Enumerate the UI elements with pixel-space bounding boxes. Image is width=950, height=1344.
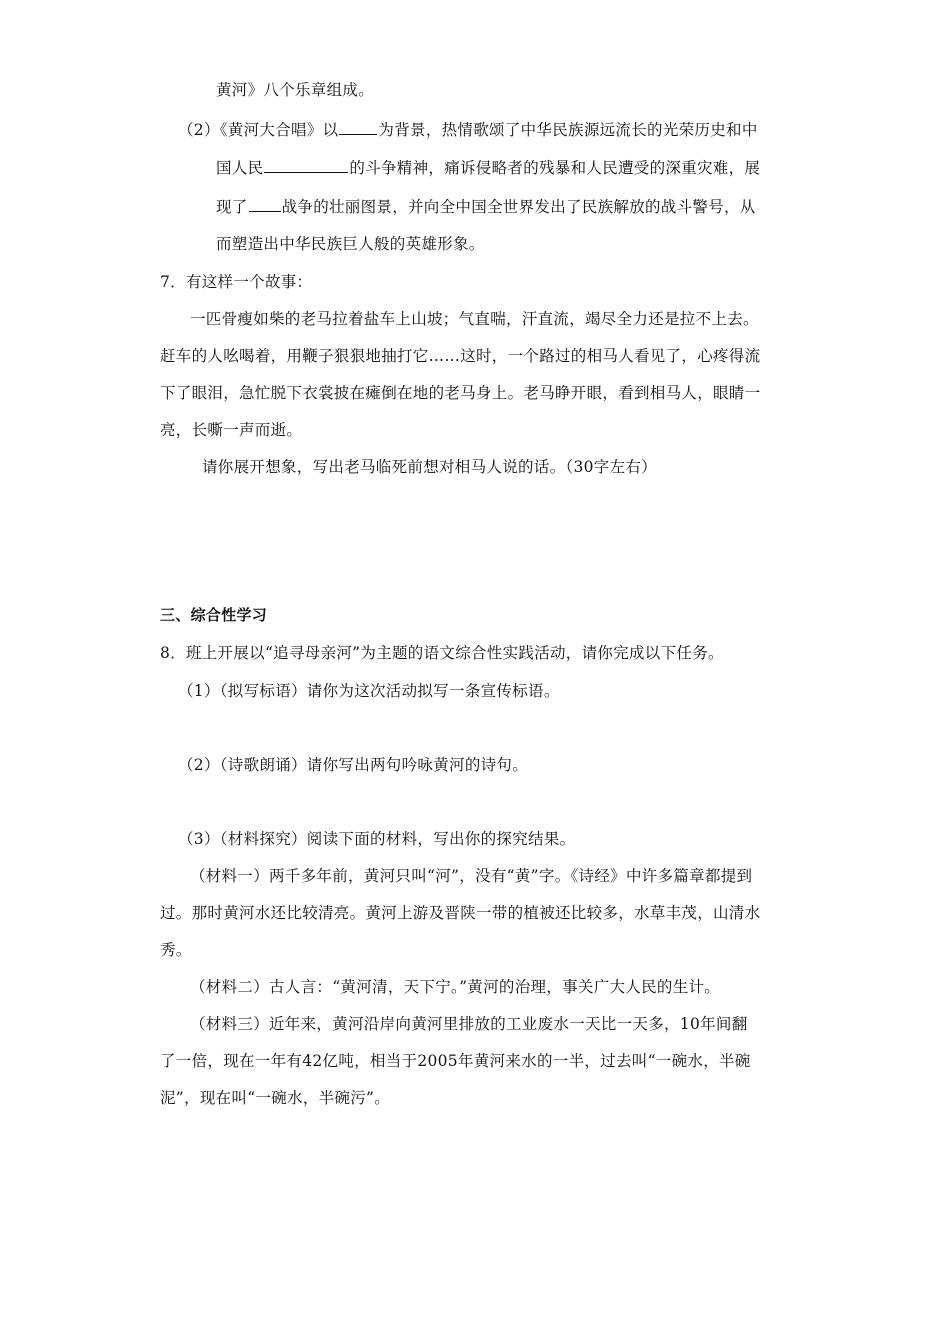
q7-answer-space[interactable] xyxy=(160,490,790,590)
material-3-line-3: 泥”，现在叫“一碗水，半碗污”。 xyxy=(160,1089,391,1107)
q8-task-3: （3）（材料探究）阅读下面的材料，写出你的探究结果。 xyxy=(178,830,576,848)
answer-blank[interactable] xyxy=(339,119,377,135)
material-1-line-3: 秀。 xyxy=(160,941,192,959)
q6-part2-line-4: 而塑造出中华民族巨人般的英雄形象。 xyxy=(216,235,485,253)
answer-blank[interactable] xyxy=(264,157,348,173)
q8-task-1-answer-space[interactable] xyxy=(178,706,778,752)
q8-task-2-answer-space[interactable] xyxy=(178,780,778,826)
q6-p2-text-e: 现了 xyxy=(216,198,248,216)
q6-p2-text-f: 战争的壮丽图景，并向全中国全世界发出了民族解放的战斗警号，从 xyxy=(281,198,756,216)
q6-part2-line-2 xyxy=(216,157,760,178)
material-1-line-2: 过。那时黄河水还比较清亮。黄河上游及晋陕一带的植被还比较多，水草丰茂，山清水 xyxy=(160,904,761,922)
q7-story-line-1: 一匹骨瘦如柴的老马拉着盐车上山坡；气直喘，汗直流，竭尽全力还是拉不上去。 xyxy=(190,310,759,328)
q6-p2-text-b: 为背景，热情歌颂了中华民族源远流长的光荣历史和中 xyxy=(378,121,758,139)
material-1-line-1: （材料一）两千多年前，黄河只叫“河”，没有“黄”字。《诗经》中许多篇章都提到 xyxy=(190,867,753,885)
material-2-line-1: （材料二）古人言：“黄河清，天下宁。”黄河的治理，事关广大人民的生计。 xyxy=(190,978,721,996)
q7-story-line-3: 下了眼泪，急忙脱下衣裳披在瘫倒在地的老马身上。老马睁开眼，看到相马人，眼睛一 xyxy=(160,384,761,402)
q8-intro: 8．班上开展以“追寻母亲河”为主题的语文综合性实践活动，请你完成以下任务。 xyxy=(160,644,724,662)
section-heading: 三、综合性学习 xyxy=(160,606,268,624)
q7-title: 7．有这样一个故事： xyxy=(160,273,313,291)
q6-part2-line-1 xyxy=(178,119,758,140)
q7-prompt: 请你展开想象，写出老马临死前想对相马人说的话。（30字左右） xyxy=(202,458,657,476)
q6-line-0: 黄河》八个乐章组成。 xyxy=(216,81,375,99)
q8-task-1: （1）（拟写标语）请你为这次活动拟写一条宣传标语。 xyxy=(178,682,560,700)
q7-story-line-2: 赶车的人吆喝着，用鞭子狠狠地抽打它……这时，一个路过的相马人看见了，心疼得流 xyxy=(160,347,761,365)
material-3-line-2: 了一倍，现在一年有42亿吨，相当于2005年黄河来水的一半，过去叫“一碗水，半碗 xyxy=(160,1052,751,1070)
q7-story-line-4: 亮，长嘶一声而逝。 xyxy=(160,421,303,439)
q8-task-2: （2）（诗歌朗诵）请你写出两句吟咏黄河的诗句。 xyxy=(178,756,529,774)
q6-p2-text-a: （2）《黄河大合唱》以 xyxy=(178,121,339,139)
answer-blank[interactable] xyxy=(249,196,281,212)
material-3-line-1: （材料三）近年来，黄河沿岸向黄河里排放的工业废水一天比一天多，10年间翻 xyxy=(190,1015,748,1033)
q6-p2-text-c: 国人民 xyxy=(216,159,264,177)
q6-p2-text-d: 的斗争精神，痛诉侵略者的残暴和人民遭受的深重灾难，展 xyxy=(349,159,761,177)
q6-part2-line-3 xyxy=(216,196,756,217)
